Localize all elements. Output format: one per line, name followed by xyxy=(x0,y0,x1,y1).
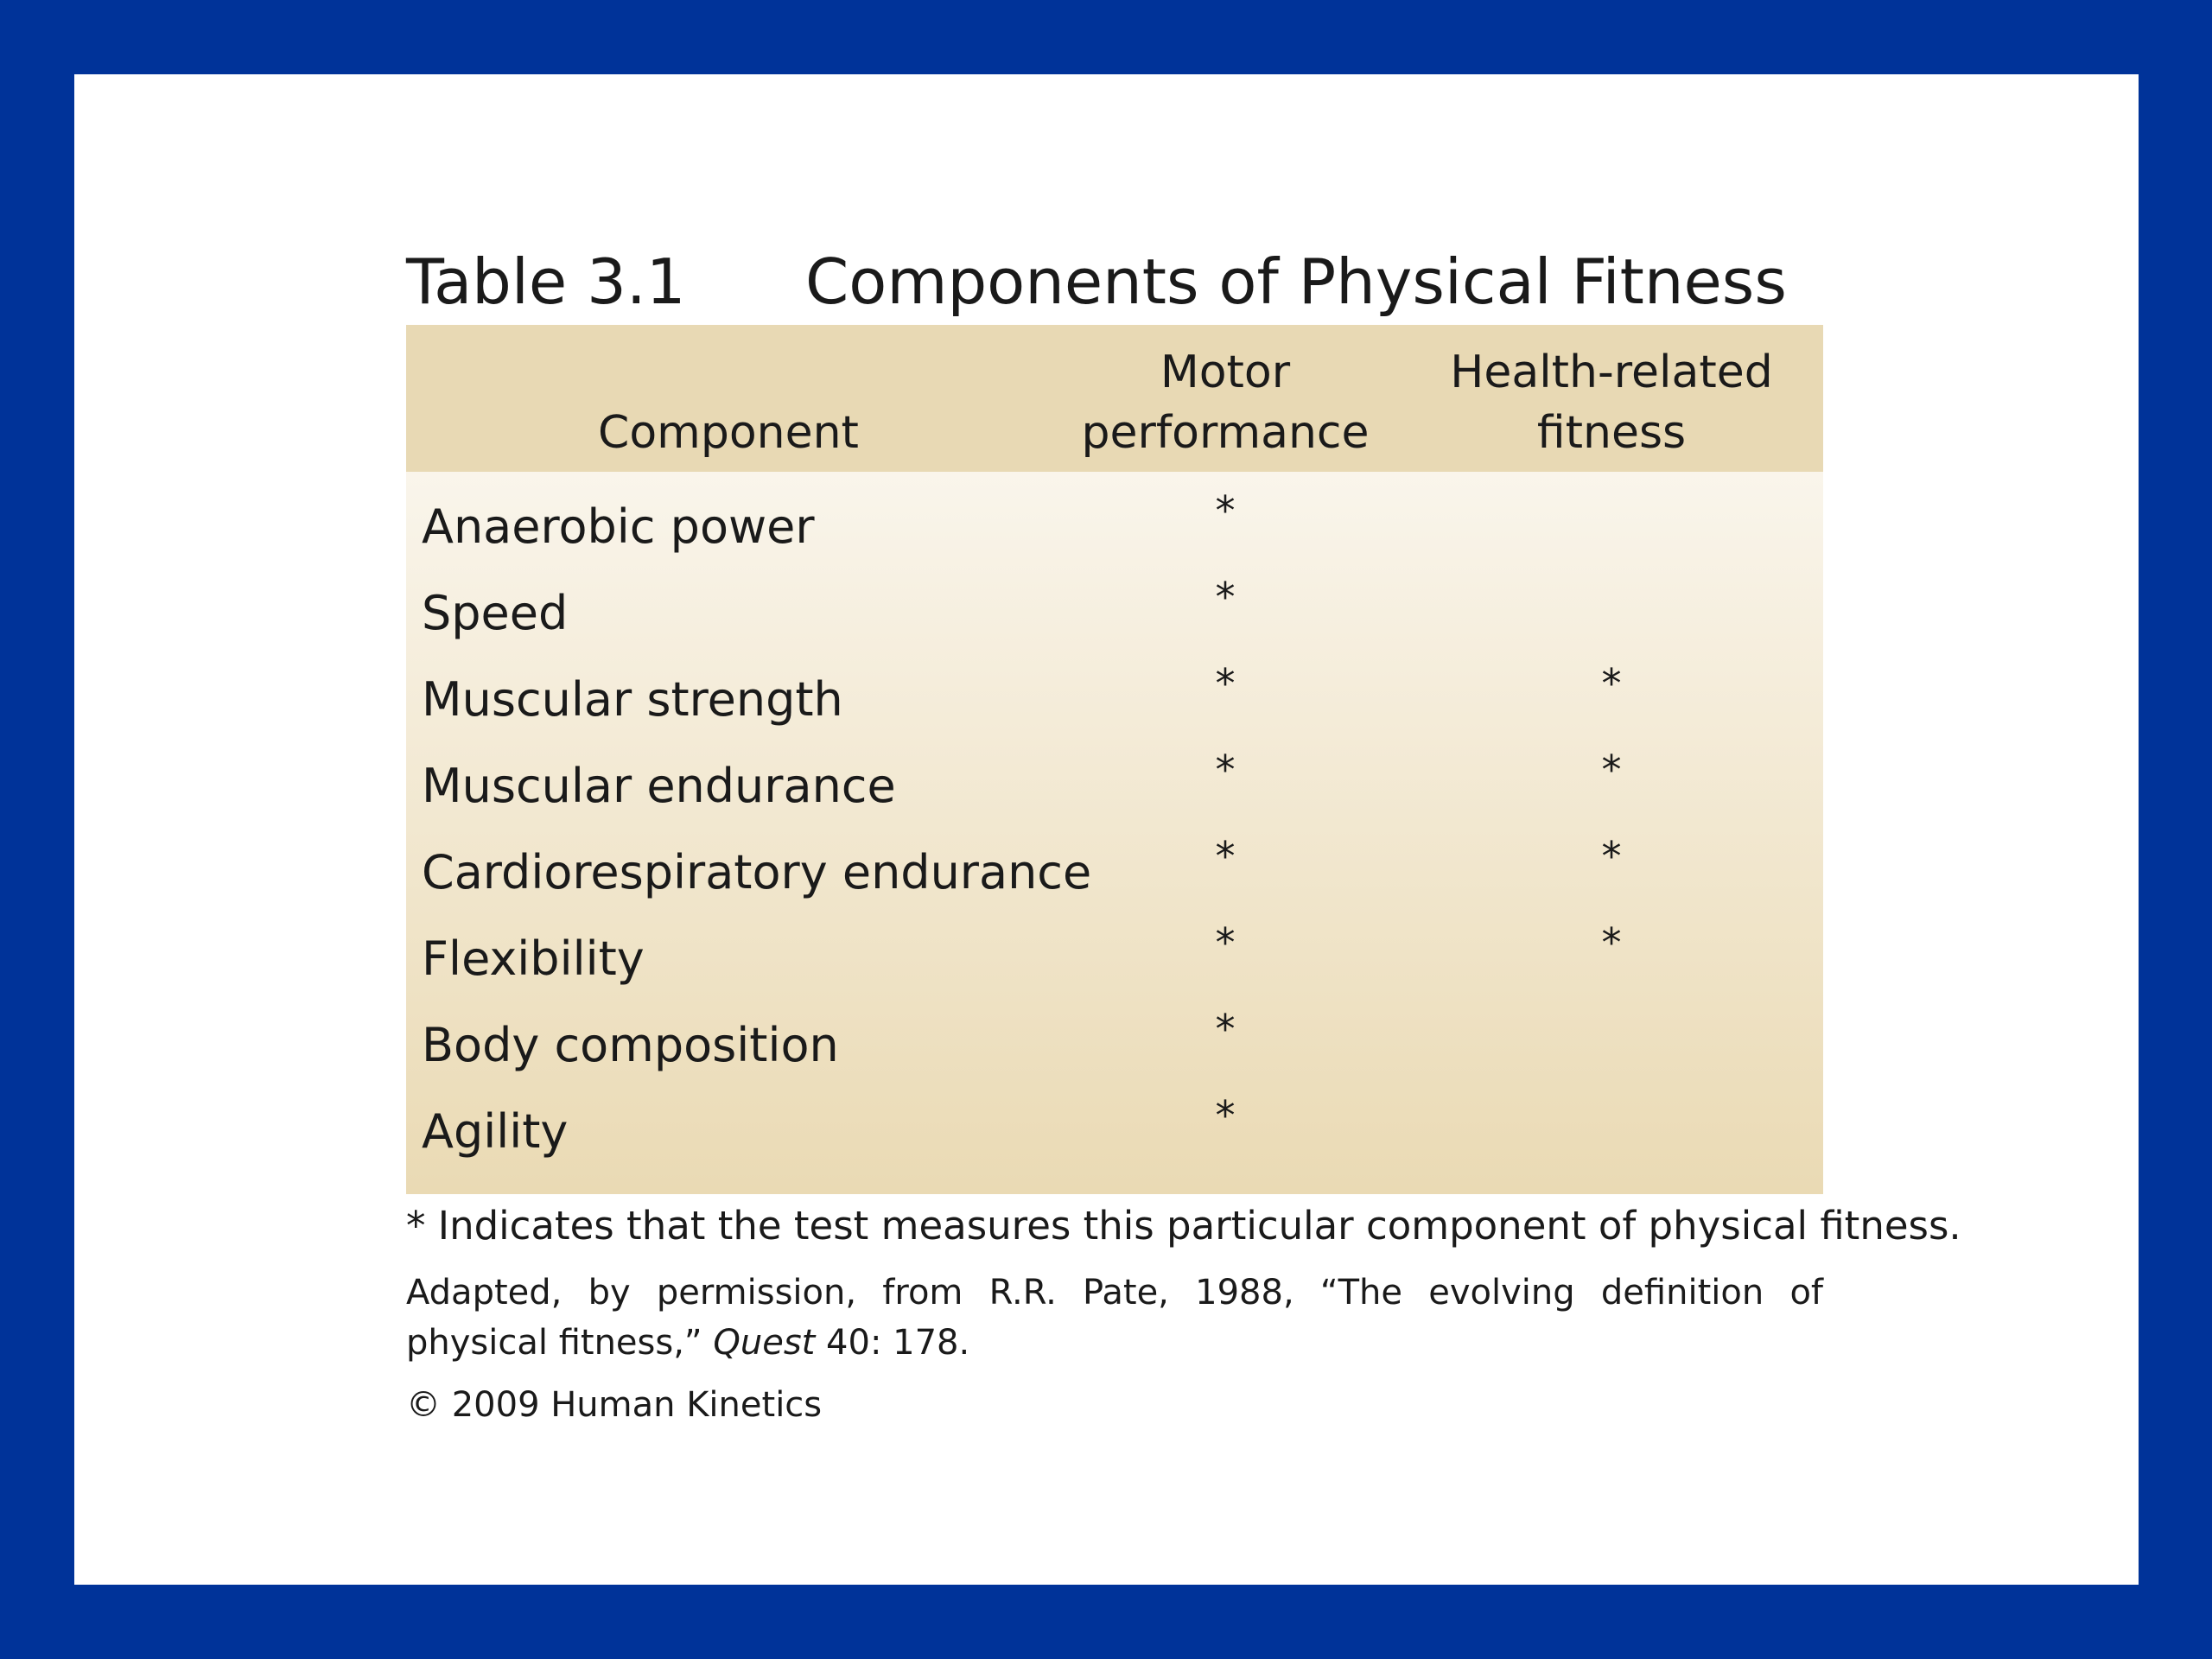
row-component: Speed xyxy=(422,586,569,640)
row-motor-mark: * xyxy=(1215,1092,1236,1139)
table-title xyxy=(406,238,1823,325)
row-component: Muscular endurance xyxy=(422,759,896,813)
table-row xyxy=(406,482,1823,569)
row-health-mark: * xyxy=(1601,660,1622,707)
header-component xyxy=(406,403,1051,463)
slide xyxy=(74,74,2139,1585)
fitness-table xyxy=(406,325,1823,1194)
row-component: Muscular strength xyxy=(422,672,843,727)
table-row xyxy=(406,741,1823,828)
row-health-mark: * xyxy=(1601,919,1622,966)
source-volume: 40: 178. xyxy=(815,1323,970,1363)
row-motor-mark: * xyxy=(1215,833,1236,880)
header-health-related-fitness xyxy=(1439,342,1784,463)
table-row xyxy=(406,655,1823,741)
source-text: Adapted, by permission, from R.R. Pate, 1988, “The evolving definition of physical fitness,” xyxy=(406,1273,1823,1363)
row-motor-mark: * xyxy=(1215,487,1236,534)
source-citation xyxy=(406,1268,1823,1368)
row-motor-mark: * xyxy=(1215,747,1236,793)
source-journal: Quest xyxy=(713,1323,816,1363)
header-health-line2: fitness xyxy=(1536,407,1687,459)
table-row xyxy=(406,569,1823,655)
row-motor-mark: * xyxy=(1215,574,1236,620)
row-component: Anaerobic power xyxy=(422,499,815,554)
table-footnote: * Indicates that the test measures this particular component of physical fitness. xyxy=(406,1203,1961,1249)
table-body xyxy=(406,472,1823,1194)
header-component-label: Component xyxy=(598,407,859,459)
row-component: Flexibility xyxy=(422,931,645,986)
table-row xyxy=(406,914,1823,1001)
row-motor-mark: * xyxy=(1215,1006,1236,1052)
header-motor-performance xyxy=(1078,342,1372,463)
row-health-mark: * xyxy=(1601,833,1622,880)
row-component: Cardiorespiratory endurance xyxy=(422,845,1092,899)
copyright-notice: © 2009 Human Kinetics xyxy=(406,1385,823,1425)
row-component: Body composition xyxy=(422,1018,839,1072)
row-health-mark: * xyxy=(1601,747,1622,793)
table-row xyxy=(406,1087,1823,1173)
header-motor-line2: performance xyxy=(1081,407,1370,459)
table-number: Table 3.1 xyxy=(406,245,686,318)
table-row xyxy=(406,1001,1823,1087)
table-row xyxy=(406,828,1823,914)
header-health-line1: Health-related xyxy=(1450,346,1773,398)
header-motor-line1: Motor xyxy=(1160,346,1291,398)
row-component: Agility xyxy=(422,1104,569,1159)
table-figure xyxy=(406,238,1961,1425)
table-name: Components of Physical Fitness xyxy=(805,245,1787,318)
table-header xyxy=(406,325,1823,472)
row-motor-mark: * xyxy=(1215,660,1236,707)
row-motor-mark: * xyxy=(1215,919,1236,966)
